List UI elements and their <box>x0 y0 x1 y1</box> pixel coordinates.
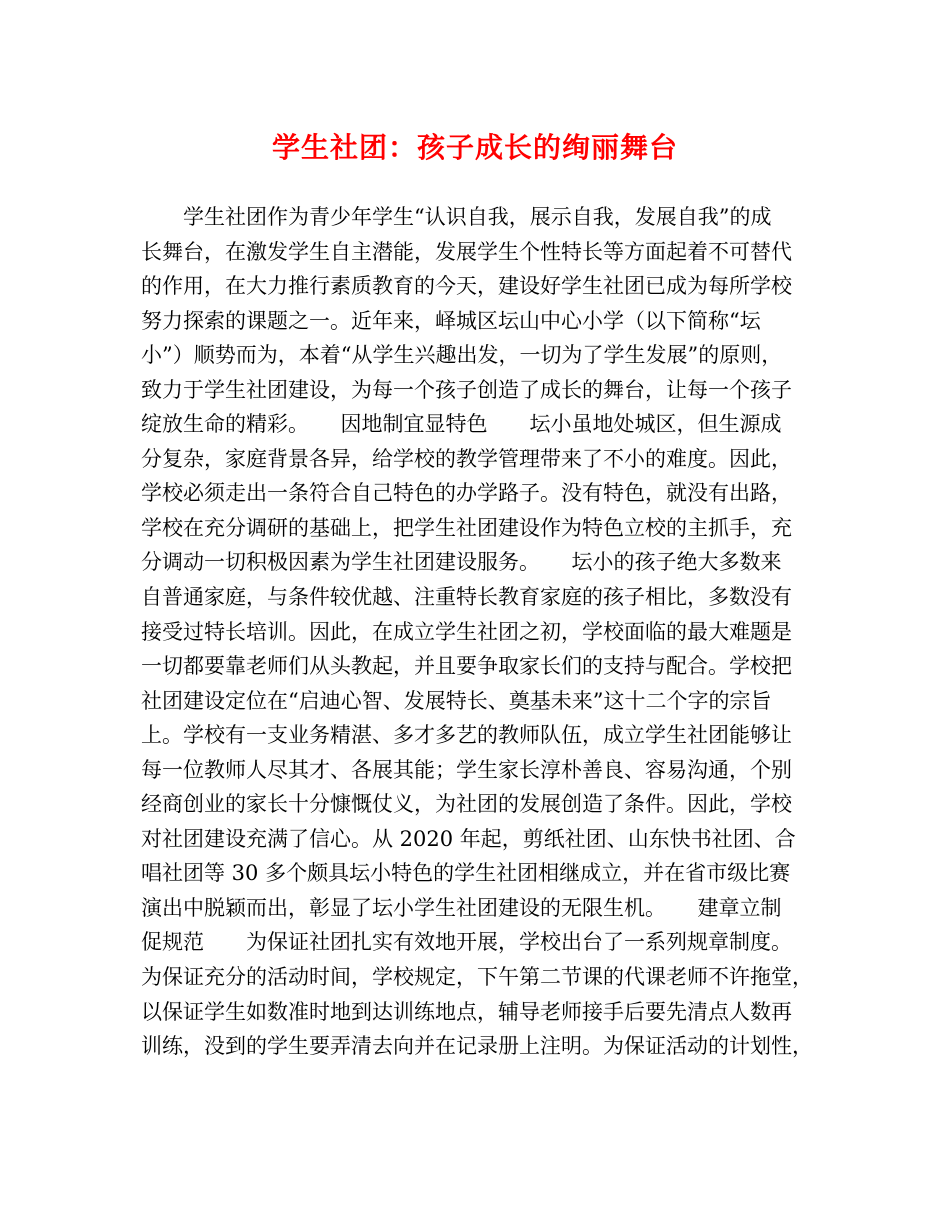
body-line: 演出中脱颖而出，彰显了坛小学生社团建设的无限生机。 建章立制 <box>141 895 782 920</box>
body-line: 学校必须走出一条符合自己特色的办学路子。没有特色，就没有出路， <box>141 481 792 506</box>
body-line: 上。学校有一支业务精湛、多才多艺的教师队伍，成立学生社团能够让 <box>141 723 792 748</box>
body-line: 为保证充分的活动时间，学校规定，下午第二节课的代课老师不许拖堂， <box>141 965 813 990</box>
body-line: 学生社团作为青少年学生“认识自我，展示自我，发展自我”的成 <box>141 205 772 229</box>
body-line: 小”）顺势而为，本着“从学生兴趣出发，一切为了学生发展”的原则， <box>141 343 783 368</box>
body-line: 努力探索的课题之一。近年来，峄城区坛山中心小学（以下简称“坛 <box>141 308 761 333</box>
body-line: 分复杂，家庭背景各异，给学校的教学管理带来了不小的难度。因此， <box>141 446 792 471</box>
body-line: 的作用，在大力推行素质教育的今天，建设好学生社团已成为每所学校 <box>141 274 792 299</box>
body-line: 经商创业的家长十分慷慨仗义，为社团的发展创造了条件。因此，学校 <box>141 792 792 817</box>
body-line: 分调动一切积极因素为学生社团建设服务。 坛小的孩子绝大多数来 <box>141 550 782 575</box>
body-line: 绽放生命的精彩。 因地制宜显特色 坛小虽地处城区，但生源成 <box>141 412 782 437</box>
body-line: 一切都要靠老师们从头教起，并且要争取家长们的支持与配合。学校把 <box>141 654 792 679</box>
body-line: 长舞台，在激发学生自主潜能，发展学生个性特长等方面起着不可替代 <box>141 239 792 264</box>
body-line: 社团建设定位在“启迪心智、发展特长、奠基未来”这十二个字的宗旨 <box>141 688 772 713</box>
document-body <box>141 200 821 1064</box>
body-line: 唱社团等 30 多个颇具坛小特色的学生社团相继成立，并在省市级比赛 <box>141 861 791 886</box>
body-line: 以保证学生如数准时地到达训练地点，辅导老师接手后要先清点人数再 <box>141 999 792 1024</box>
body-line: 促规范 为保证社团扎实有效地开展，学校出台了一系列规章制度。 <box>141 930 792 955</box>
body-line: 训练，没到的学生要弄清去向并在记录册上注明。为保证活动的计划性， <box>141 1034 813 1059</box>
body-line: 学校在充分调研的基础上，把学生社团建设作为特色立校的主抓手，充 <box>141 515 792 540</box>
body-line: 每一位教师人尽其才、各展其能；学生家长淳朴善良、容易沟通，个别 <box>141 757 792 782</box>
body-line: 对社团建设充满了信心。从 2020 年起，剪纸社团、山东快书社团、合 <box>141 826 796 851</box>
body-line: 接受过特长培训。因此，在成立学生社团之初，学校面临的最大难题是 <box>141 619 792 644</box>
document-title: 学生社团：孩子成长的绚丽舞台 <box>271 131 678 164</box>
body-line: 致力于学生社团建设，为每一个孩子创造了成长的舞台，让每一个孩子 <box>141 377 792 402</box>
body-line: 自普通家庭，与条件较优越、注重特长教育家庭的孩子相比，多数没有 <box>141 585 792 610</box>
